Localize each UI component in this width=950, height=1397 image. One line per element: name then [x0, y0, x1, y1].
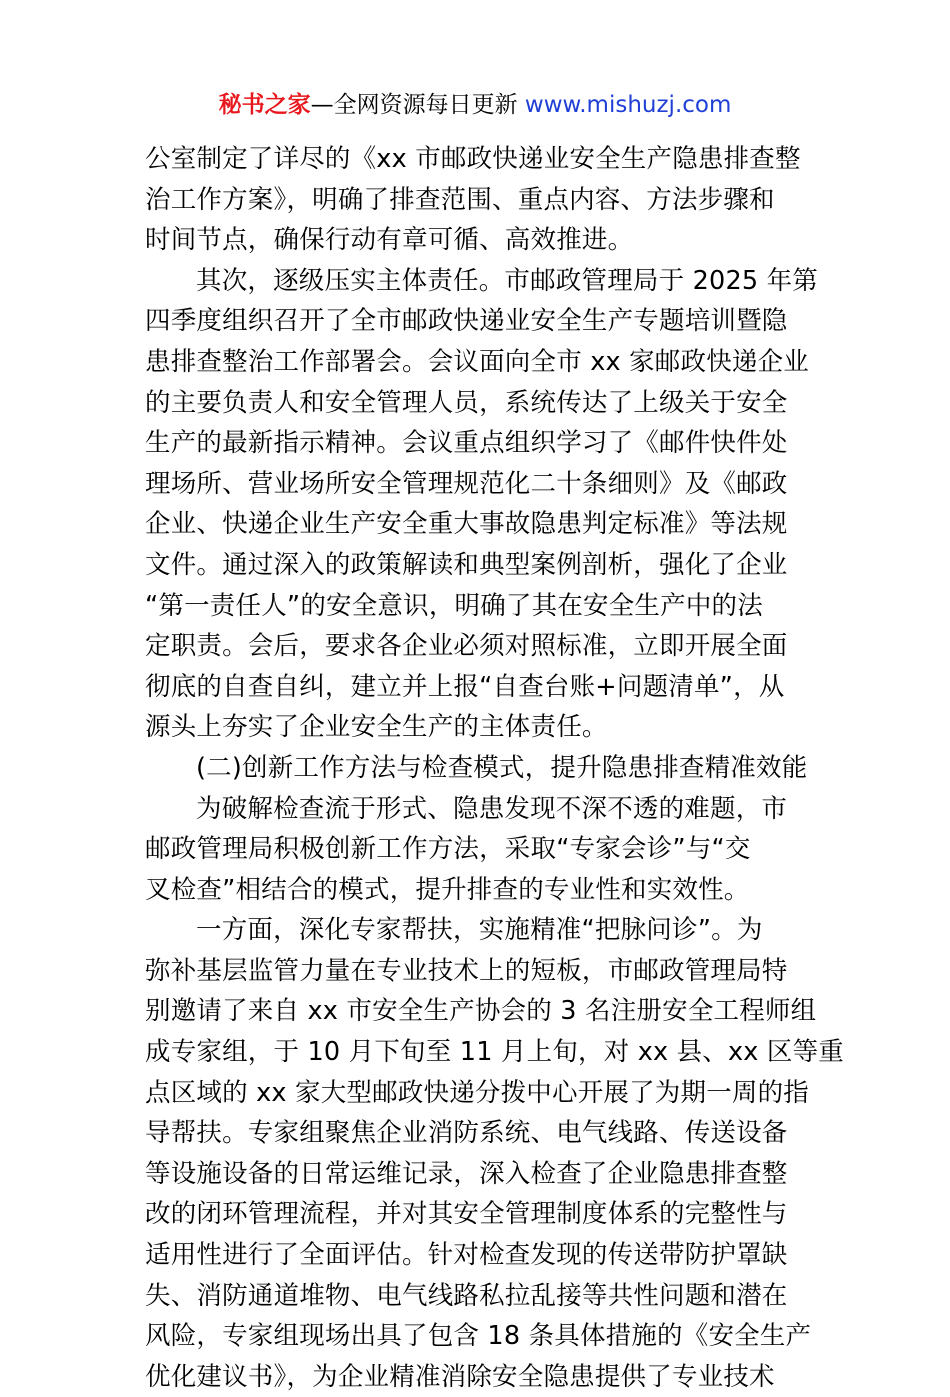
- text-line: 定职责。会后，要求各企业必须对照标准，立即开展全面: [145, 631, 788, 662]
- page-header: [0, 88, 950, 122]
- text-line: 邮政管理局积极创新工作方法，采取“专家会诊”与“交: [145, 834, 751, 865]
- paragraph-start-line: 其次，逐级压实主体责任。市邮政管理局于 2025 年第: [196, 265, 819, 296]
- text-line: 失、消防通道堆物、电气线路私拉乱接等共性问题和潜在: [145, 1280, 788, 1311]
- text-line: 的主要负责人和安全管理人员，系统传达了上级关于安全: [145, 387, 788, 418]
- text-line: 成专家组，于 10 月下旬至 11 月上旬，对 xx 县、xx 区等重: [145, 1037, 844, 1068]
- text-line: 弥补基层监管力量在专业技术上的短板，市邮政管理局特: [145, 955, 788, 986]
- text-line: 点区域的 xx 家大型邮政快递分拨中心开展了为期一周的指: [145, 1077, 809, 1108]
- text-line: 生产的最新指示精神。会议重点组织学习了《邮件快件处: [145, 428, 788, 459]
- text-line: 风险，专家组现场出具了包含 18 条具体措施的《安全生产: [145, 1321, 812, 1352]
- text-line: 患排查整治工作部署会。会议面向全市 xx 家邮政快递企业: [145, 346, 809, 377]
- text-line: 导帮扶。专家组聚焦企业消防系统、电气线路、传送设备: [145, 1118, 788, 1149]
- document-body: [145, 139, 844, 1397]
- section-heading: (二)创新工作方法与检查模式，提升隐患排查精准效能: [196, 752, 808, 783]
- text-line: “第一责任人”的安全意识，明确了其在安全生产中的法: [145, 590, 763, 621]
- text-line: 优化建议书》，为企业精准消除安全隐患提供了专业技术: [145, 1361, 775, 1392]
- text-line: 源头上夯实了企业安全生产的主体责任。: [145, 712, 608, 743]
- text-line: 叉检查”相结合的模式，提升排查的专业性和实效性。: [145, 874, 750, 905]
- header-brand: 秘书之家: [218, 92, 311, 118]
- text-line: 公室制定了详尽的《xx 市邮政快递业安全生产隐患排查整: [145, 144, 801, 174]
- text-line: 理场所、营业场所安全管理规范化二十条细则》及《邮政: [145, 468, 788, 499]
- text-line: 企业、快递企业生产安全重大事故隐患判定标准》等法规: [145, 509, 788, 540]
- header-url-link[interactable]: www.mishuzj.com: [524, 92, 732, 118]
- text-line: 彻底的自查自纠，建立并上报“自查台账+问题清单”，从: [145, 671, 785, 702]
- text-line: 等设施设备的日常运维记录，深入检查了企业隐患排查整: [145, 1158, 788, 1189]
- paragraph-start-line: 一方面，深化专家帮扶，实施精准“把脉问诊”。为: [196, 915, 763, 946]
- text-line: 治工作方案》，明确了排查范围、重点内容、方法步骤和: [145, 184, 775, 215]
- text-line: 别邀请了来自 xx 市安全生产协会的 3 名注册安全工程师组: [145, 996, 817, 1027]
- paragraph-start-line: 为破解检查流于形式、隐患发现不深不透的难题，市: [196, 793, 788, 824]
- text-line: 文件。通过深入的政策解读和典型案例剖析，强化了企业: [145, 549, 788, 580]
- text-line: 适用性进行了全面评估。针对检查发现的传送带防护罩缺: [145, 1240, 788, 1271]
- text-line: 时间节点，确保行动有章可循、高效推进。: [145, 225, 634, 256]
- header-slogan: —全网资源每日更新: [310, 92, 525, 118]
- text-line: 四季度组织召开了全市邮政快递业安全生产专题培训暨隐: [145, 306, 788, 337]
- text-line: 改的闭环管理流程，并对其安全管理制度体系的完整性与: [145, 1199, 788, 1230]
